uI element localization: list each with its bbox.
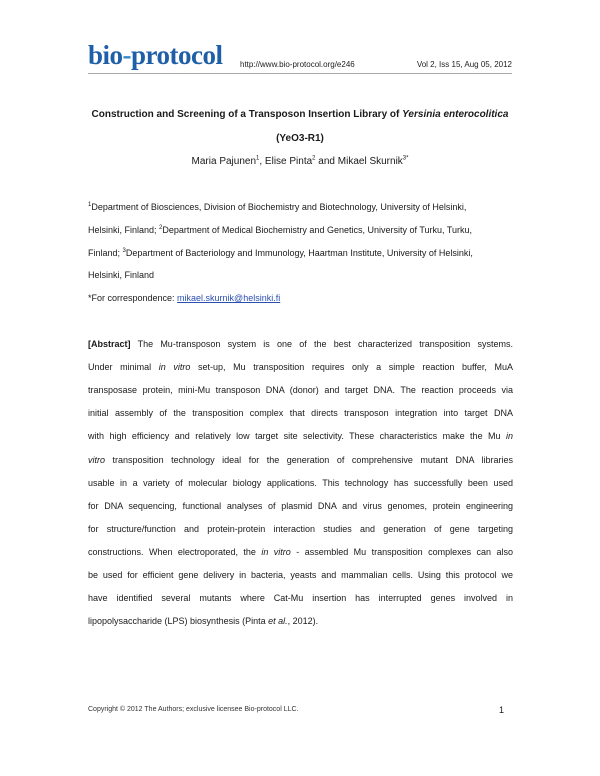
header-divider <box>88 73 512 74</box>
logo-dash: - <box>122 40 132 70</box>
author-sup: 3* <box>402 155 409 162</box>
author-sup: 2 <box>312 155 316 162</box>
abstract-line: Under minimal in vitro set-up, Mu transposition requires only a simple reaction buffer, MuA <box>88 362 513 372</box>
abstract-line: with high efficiency and relatively low target site selectivity. These characteristics make the Mu in <box>88 431 513 441</box>
author-list: Maria Pajunen$^1$, Elise Pinta$^2$ and Mikael Skurnik$^{3*}$ <box>191 155 409 167</box>
paper-title-strain: (YeO3-R1) <box>276 133 324 144</box>
abstract-line: for structure/function and protein-protein interaction studies and generation of gene targeting <box>88 524 513 534</box>
abstract-line: [Abstract] The Mu-transposon system is one of the best characterized transposition systems. <box>88 339 513 349</box>
abstract-line: vitro transposition technology ideal for the generation of comprehensive mutant DNA libraries <box>88 455 513 465</box>
affiliation-line: $^1$Department of Biosciences, Division of Biochemistry and Biotechnology, University of Helsinki, <box>88 202 467 212</box>
abstract-line: have identified several mutants where Cat-Mu insertion has interrupted genes involved in <box>88 593 513 603</box>
abstract-line: transposase protein, mini-Mu transposon DNA (donor) and target DNA. The reaction proceeds via <box>88 385 513 395</box>
abstract-line: usable in a variety of molecular biology applications. This technology has successfully been used <box>88 478 513 488</box>
affiliation-line: Helsinki, Finland; $^2$Department of Medical Biochemistry and Genetics, University of Turku, Turku, <box>88 225 472 235</box>
affiliation-line: Helsinki, Finland <box>88 270 155 280</box>
author-name: Elise Pinta <box>264 156 313 167</box>
bio-protocol-logo[interactable] <box>88 40 223 71</box>
species-name: Yersinia enterocolitica <box>402 109 509 120</box>
abstract-line: lipopolysaccharide (LPS) biosynthesis (Pinta et al., 2012). <box>88 616 319 626</box>
logo-bio: bio <box>88 40 123 70</box>
footer-copyright: Copyright © 2012 The Authors; exclusive licensee Bio-protocol LLC. <box>88 706 299 713</box>
author-name: Maria Pajunen <box>191 156 257 167</box>
correspondence: *For correspondence: mikael.skurnik@helsinki.fi <box>88 293 281 303</box>
author-sup: 1 <box>256 155 260 162</box>
page-number: 1 <box>498 705 504 715</box>
abstract-line: be used for efficient gene delivery in bacteria, yeasts and mammalian cells. Using this protocol we <box>88 570 513 580</box>
author-name: Mikael Skurnik <box>337 156 403 167</box>
paper-title: Construction and Screening of a Transposon Insertion Library of Yersinia enterocolitica <box>91 109 509 120</box>
abstract-line: initial assembly of the transposition complex that directs transposon integration into target DNA <box>88 408 513 418</box>
logo-protocol: protocol <box>131 40 223 70</box>
abstract-line: constructions. When electroporated, the in vitro - assembled Mu transposition complexes can also <box>88 547 513 557</box>
abstract-line: for DNA sequencing, functional analyses of plasmid DNA and virus genomes, protein engineering <box>88 501 513 511</box>
header-volume: Vol 2, Iss 15, Aug 05, 2012 <box>416 60 512 69</box>
correspondence-email-link[interactable]: mikael.skurnik@helsinki.fi <box>177 293 281 303</box>
abstract-heading: [Abstract] <box>88 339 131 349</box>
affiliation-line: Finland; $^3$Department of Bacteriology and Immunology, Haartman Institute, University of Helsinki, <box>88 248 473 258</box>
header-url[interactable]: http://www.bio-protocol.org/e246 <box>240 60 355 69</box>
